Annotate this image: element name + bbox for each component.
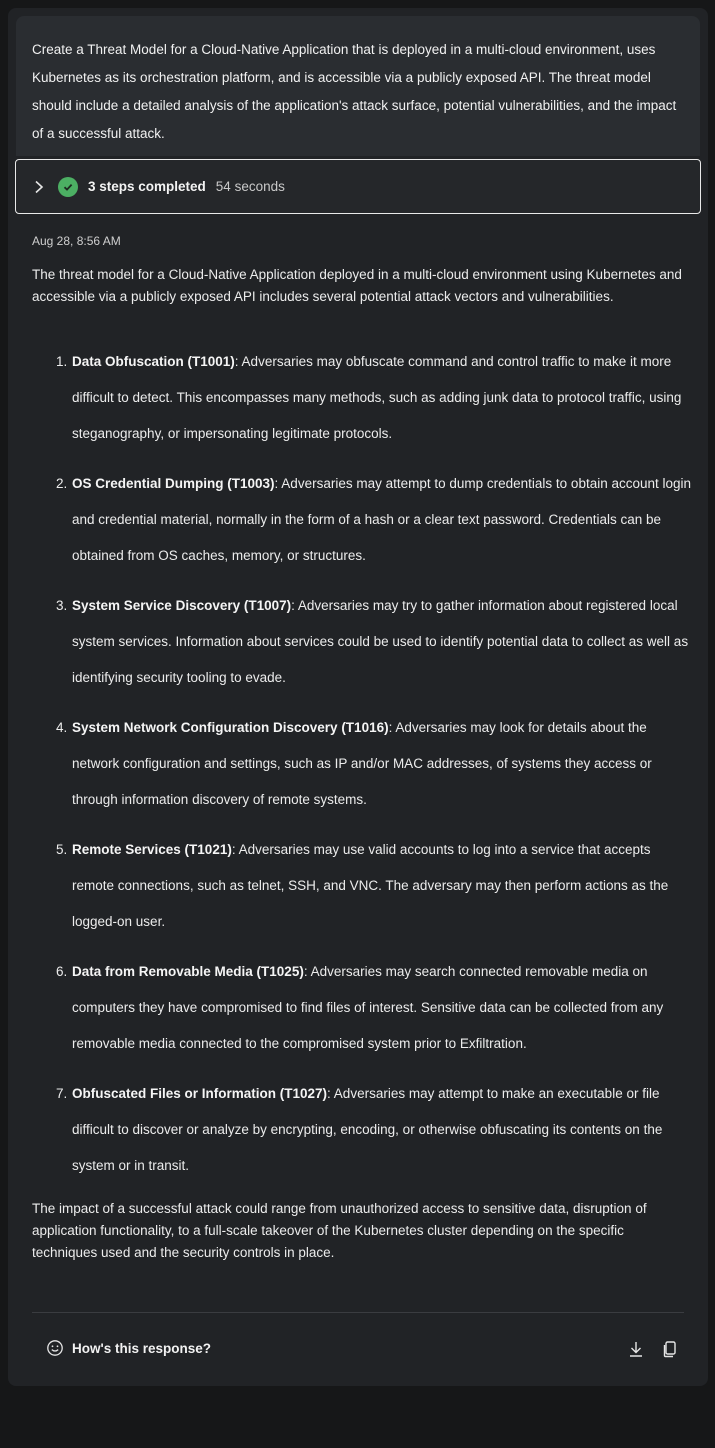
threat-list (32, 344, 692, 1198)
divider (32, 1312, 684, 1313)
list-item-title: Data from Removable Media (T1025) (72, 964, 304, 979)
copy-icon[interactable] (660, 1339, 680, 1359)
threat-list-item (32, 466, 692, 574)
list-item-description: : Adversaries may search connected removable media on computers they have compromised to find files of interest. Sensitive data can be collected from any removable media connected to the compromised system prior to Exfiltration. (72, 964, 664, 1051)
list-item-number: 6. (56, 964, 68, 979)
check-circle-icon (58, 177, 78, 197)
feedback-label: How's this response? (72, 1340, 211, 1356)
list-item-number: 7. (56, 1086, 68, 1101)
list-item-title: Data Obfuscation (T1001) (72, 354, 235, 369)
list-item-number: 2. (56, 476, 68, 491)
response-timestamp: Aug 28, 8:56 AM (32, 234, 121, 248)
list-item-title: Remote Services (T1021) (72, 842, 232, 857)
list-item-description: : Adversaries may attempt to make an executable or file difficult to discover or analyze by encrypting, encoding, or otherwise obfuscating its contents on the system or in transit. (72, 1086, 663, 1173)
steps-duration: 54 seconds (215, 179, 285, 194)
list-item-title: Obfuscated Files or Information (T1027) (72, 1086, 328, 1101)
threat-list-item (32, 588, 692, 696)
list-item-number: 3. (56, 598, 68, 613)
list-item-description: : Adversaries may try to gather information about registered local system services. Information about services could be used to identify potential data to collect as well as identifying security tooling to evade. (72, 598, 689, 685)
response-impact: The impact of a successful attack could range from unauthorized access to sensitive data, disruption of application functionality, to a full-scale takeover of the Kubernetes cluster depending on the specific techniques used and the security controls in place. (32, 1201, 647, 1260)
threat-list-item (32, 710, 692, 818)
prompt-text: Create a Threat Model for a Cloud-Native Application that is deployed in a multi-cloud environment, uses Kubernetes as its orchestration platform, and is accessible via a publicly exposed API. The threat model should include a detailed analysis of the application's attack surface, potential vulnerabilities, and the impact of a successful attack. (32, 42, 677, 141)
list-item-description: : Adversaries may use valid accounts to log into a service that accepts remote connections, such as telnet, SSH, and VNC. The adversary may then perform actions as the logged-on user. (72, 842, 669, 929)
list-item-title: System Service Discovery (T1007) (72, 598, 292, 613)
list-item-title: System Network Configuration Discovery (T1016) (72, 720, 389, 735)
list-item-description: : Adversaries may attempt to dump credentials to obtain account login and credential material, normally in the form of a hash or a clear text password. Credentials can be obtained from OS caches, memory, or structures. (72, 476, 692, 563)
threat-list-item (32, 954, 692, 1062)
list-item-number: 4. (56, 720, 68, 735)
feedback-button[interactable] (46, 1339, 211, 1357)
list-item-number: 1. (56, 354, 68, 369)
list-item-description: : Adversaries may obfuscate command and control traffic to make it more difficult to detect. This encompasses many methods, such as adding junk data to protocol traffic, using steganography, or impersonating legitimate protocols. (72, 354, 682, 441)
threat-list-item (32, 344, 692, 452)
list-item-description: : Adversaries may look for details about the network configuration and settings, such as IP and/or MAC addresses, of systems they access or through information discovery of remote systems. (72, 720, 652, 807)
user-prompt (16, 16, 700, 156)
list-item-title: OS Credential Dumping (T1003) (72, 476, 275, 491)
steps-title: 3 steps completed (88, 179, 206, 194)
smiley-icon (46, 1339, 64, 1357)
download-icon[interactable] (626, 1339, 646, 1359)
threat-list-item (32, 832, 692, 940)
chevron-right-icon (32, 180, 46, 194)
threat-list-item (32, 1076, 692, 1184)
steps-summary-toggle[interactable] (15, 159, 701, 214)
list-item-number: 5. (56, 842, 68, 857)
response-intro: The threat model for a Cloud-Native Application deployed in a multi-cloud environment using Kubernetes and accessible via a publicly exposed API includes several potential attack vectors and vulnerabilities. (32, 267, 682, 304)
response-actions (626, 1339, 680, 1359)
